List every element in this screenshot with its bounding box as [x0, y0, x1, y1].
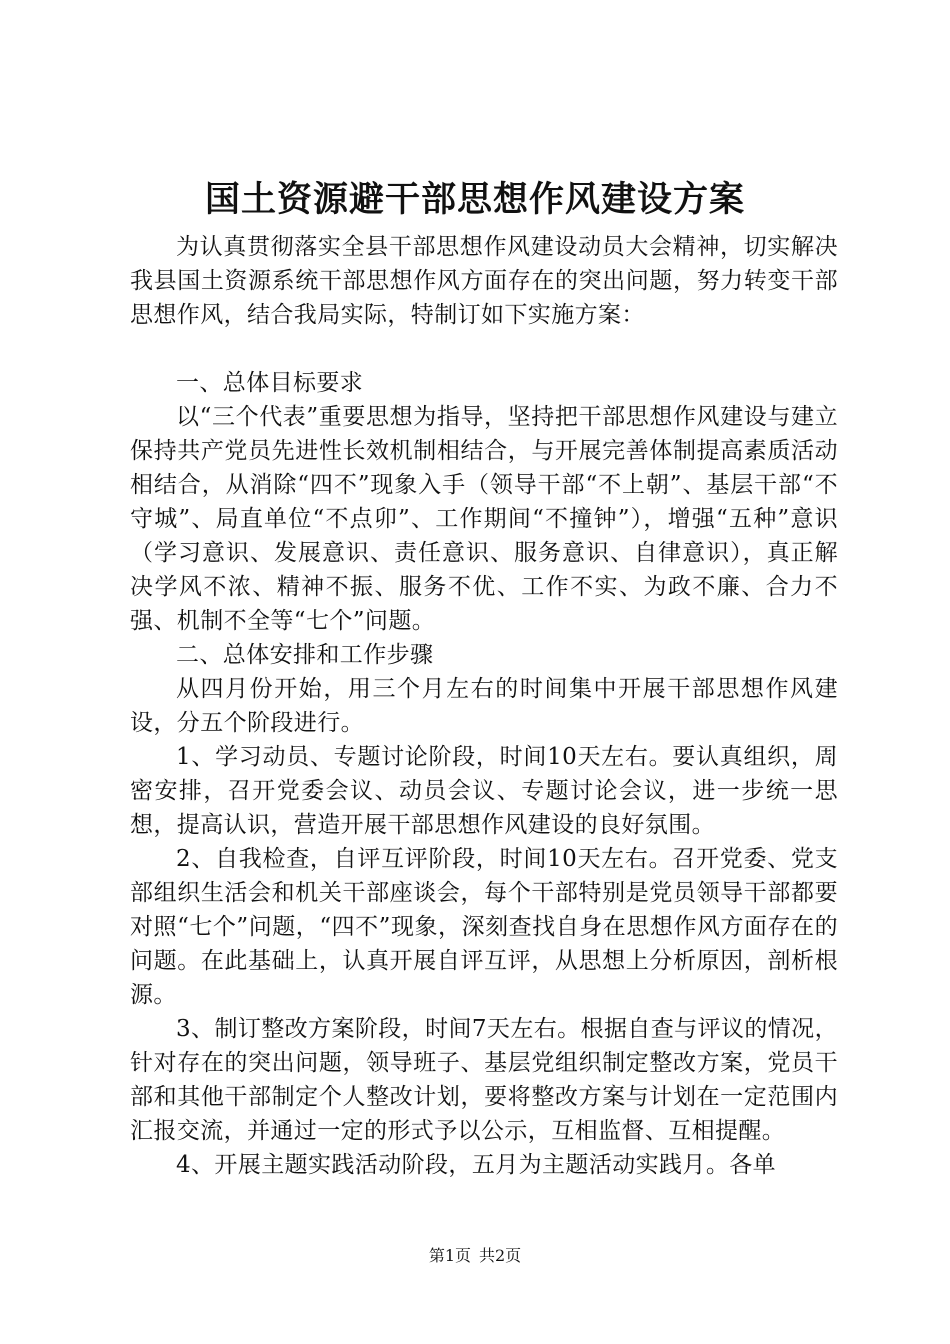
goals-paragraph: 以“三个代表”重要思想为指导，坚持把干部思想作风建设与建立保持共产党员先进性长效机制相结合，与开展完善体制提高素质活动相结合，从消除“四不”现象入手（领导干部“不上朝”、基层干部“不守城”、局直单位“不点卯”、工作期间“不撞钟”），增强“五种”意识（学习意识、发展意识、责任意识、服务意识、自律意识），真正解决学风不浓、精神不振、服务不优、工作不实、为政不廉、合力不强、机制不全等“七个”问题。	[130, 404, 838, 634]
step-4-paragraph: 4、开展主题实践活动阶段，五月为主题活动实践月。各单	[176, 1152, 777, 1178]
step-2-paragraph: 2、自我检查，自评互评阶段，时间10天左右。召开党委、党支部组织生活会和机关干部座谈会，每个干部特别是党员领导干部都要对照“七个”问题，“四不”现象，深刻查找自身在思想作风方面存在的问题。在此基础上，认真开展自评互评，从思想上分析原因，剖析根源。	[130, 846, 838, 1008]
document-body	[130, 230, 838, 1182]
current-page-number: 第1页	[428, 1246, 471, 1265]
page-footer	[0, 1245, 950, 1267]
document-title: 国土资源避干部思想作风建设方案	[204, 179, 745, 220]
step-3-paragraph: 3、制订整改方案阶段，时间7天左右。根据自查与评议的情况，针对存在的突出问题，领导班子、基层党组织制定整改方案，党员干部和其他干部制定个人整改计划，要将整改方案与计划在一定范围内汇报交流，并通过一定的形式予以公示，互相监督、互相提醒。	[130, 1016, 838, 1144]
section-heading-goals: 一、总体目标要求	[176, 370, 364, 396]
intro-paragraph: 为认真贯彻落实全县干部思想作风建设动员大会精神，切实解决我县国土资源系统干部思想作风方面存在的突出问题，努力转变干部思想作风，结合我局实际，特制订如下实施方案：	[130, 234, 838, 328]
total-page-count: 共2页	[479, 1246, 522, 1265]
step-1-paragraph: 1、学习动员、专题讨论阶段，时间10天左右。要认真组织，周密安排，召开党委会议、动员会议、专题讨论会议，进一步统一思想，提高认识，营造开展干部思想作风建设的良好氛围。	[130, 744, 838, 838]
section-heading-steps: 二、总体安排和工作步骤	[176, 642, 434, 668]
steps-intro-paragraph: 从四月份开始，用三个月左右的时间集中开展干部思想作风建设，分五个阶段进行。	[130, 676, 838, 736]
